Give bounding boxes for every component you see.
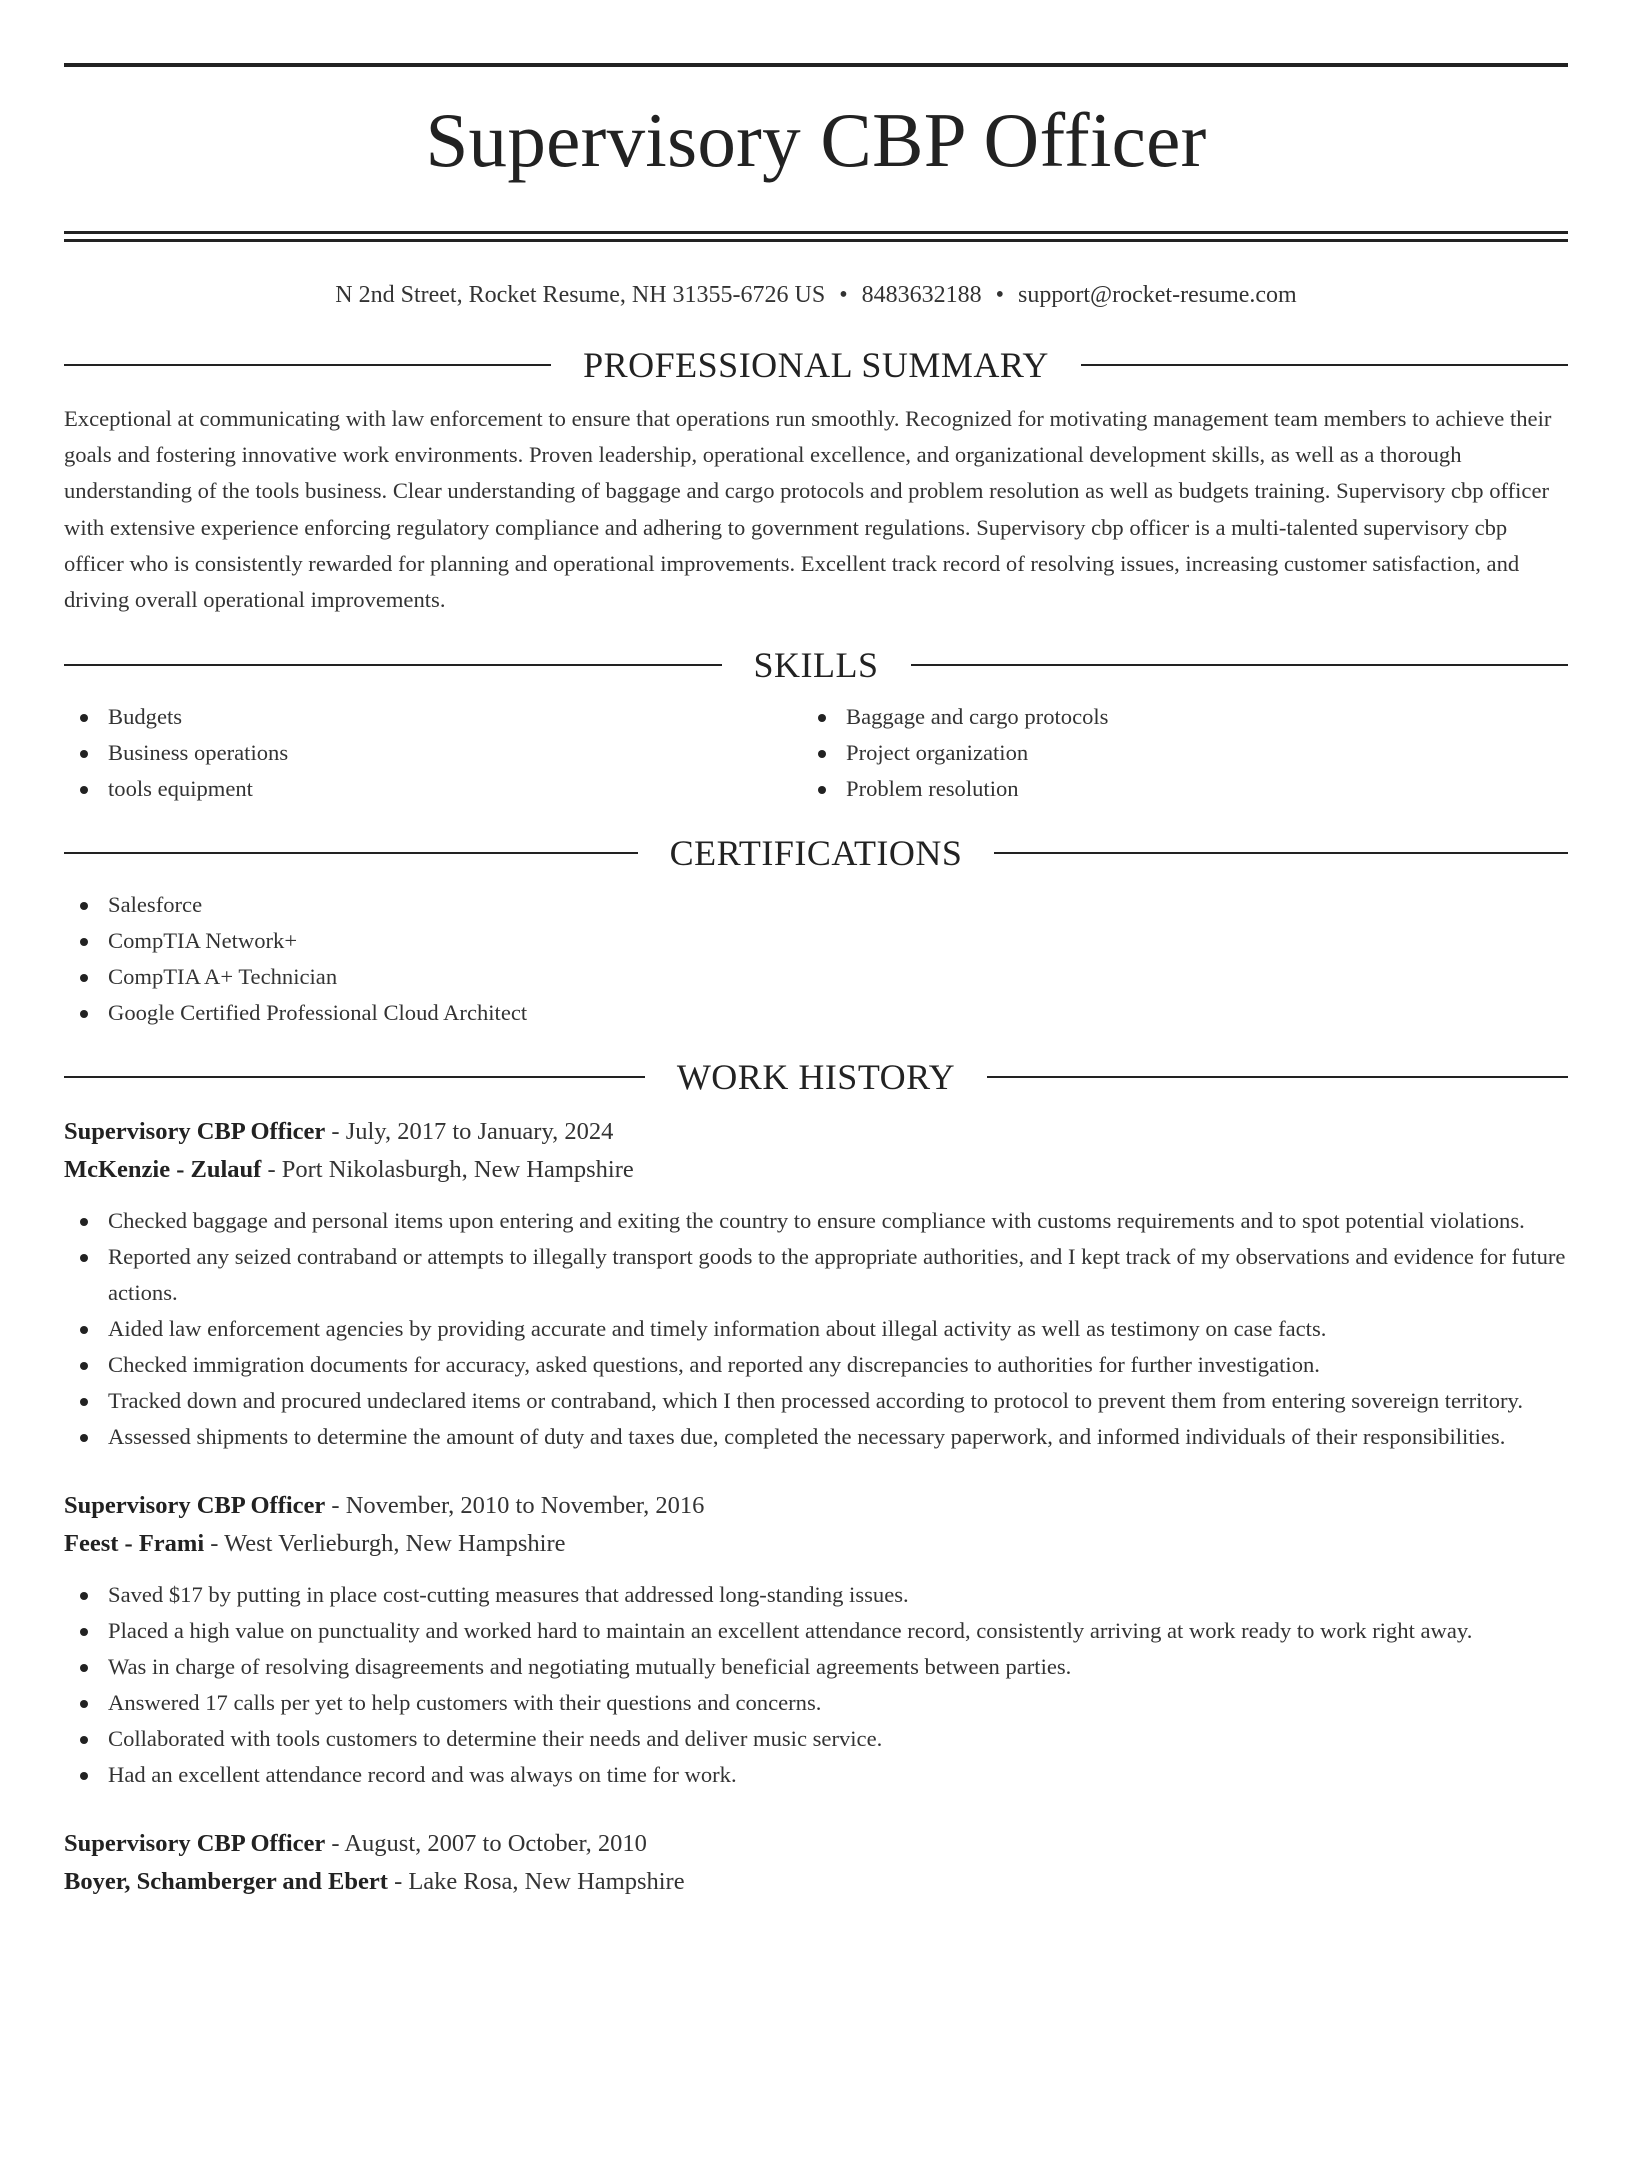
- job-bullet: Answered 17 calls per yet to help customers with their questions and concerns.: [64, 1685, 1568, 1721]
- work-history-section-heading: [64, 1053, 1568, 1101]
- job-title-line: [64, 1113, 1568, 1151]
- divider: [64, 364, 551, 366]
- job-bullet: Checked immigration documents for accuracy, asked questions, and reported any discrepancies to authorities for further investigation.: [64, 1347, 1568, 1383]
- job-title-line: [64, 1825, 1568, 1863]
- skills-grid: [64, 699, 1568, 807]
- job-bullets: [64, 1203, 1568, 1455]
- divider: [64, 852, 638, 854]
- contact-line: [64, 275, 1568, 315]
- job-bullet: Tracked down and procured undeclared items or contraband, which I then processed according to protocol to prevent them from entering sovereign territory.: [64, 1383, 1568, 1419]
- job-location: - Lake Rosa, New Hampshire: [387, 1867, 685, 1895]
- job-company: McKenzie - Zulauf: [64, 1155, 262, 1183]
- job-title: Supervisory CBP Officer: [64, 1829, 326, 1857]
- divider: [987, 1076, 1568, 1078]
- resume-title: Supervisory CBP Officer: [425, 97, 1207, 183]
- job-bullet: Collaborated with tools customers to determine their needs and deliver music service.: [64, 1721, 1568, 1757]
- job-dates: - August, 2007 to October, 2010: [325, 1829, 647, 1857]
- skills-list-left: [64, 699, 816, 807]
- contact-address: N 2nd Street, Rocket Resume, NH 31355-6726 US: [335, 282, 826, 308]
- job-bullet: Assessed shipments to determine the amount of duty and taxes due, completed the necessary paperwork, and informed individuals of their responsibilities.: [64, 1419, 1568, 1455]
- certifications-section-heading: [64, 829, 1568, 877]
- job-bullet: Reported any seized contraband or attempts to illegally transport goods to the appropriate authorities, and I kept track of my observations and evidence for future actions.: [64, 1239, 1568, 1311]
- certification-item: Google Certified Professional Cloud Architect: [64, 995, 1568, 1031]
- job-company-line: [64, 1525, 1568, 1563]
- job-title-line: [64, 1487, 1568, 1525]
- job-bullet: Saved $17 by putting in place cost-cutting measures that addressed long-standing issues.: [64, 1577, 1568, 1613]
- contact-separator: •: [839, 282, 848, 308]
- divider: [64, 664, 722, 666]
- job-company: Boyer, Schamberger and Ebert: [64, 1867, 388, 1895]
- skills-list-right: [802, 699, 1554, 807]
- job-entry: [64, 1113, 1568, 1455]
- title-double-rule: [64, 231, 1568, 242]
- job-company-line: [64, 1151, 1568, 1189]
- top-rule: [64, 63, 1568, 67]
- skill-item: tools equipment: [64, 771, 816, 807]
- professional-summary: Exceptional at communicating with law enforcement to ensure that operations run smoothly. Recognized for motivating management team members to achieve their goals and fostering innovative work environments. Proven leadership, operational excellence, and organizational development skills, as well as a thorough understanding of the tools business. Clear understanding of baggage and cargo protocols and problem resolution as well as budgets training. Supervisory cbp officer with extensive experience enforcing regulatory compliance and adhering to government regulations. Supervisory cbp officer is a multi-talented supervisory cbp officer who is consistently rewarded for planning and operational improvements. Excellent track record of resolving issues, increasing customer satisfaction, and driving overall operational improvements.: [64, 406, 1552, 613]
- section-title-summary: PROFESSIONAL SUMMARY: [583, 345, 1049, 385]
- skill-item: Business operations: [64, 735, 816, 771]
- job-company: Feest - Frami: [64, 1529, 205, 1557]
- resume-page: [0, 63, 1632, 2175]
- job-entry: [64, 1487, 1568, 1793]
- certification-item: CompTIA A+ Technician: [64, 959, 1568, 995]
- contact-separator: •: [995, 282, 1005, 308]
- job-bullets: [64, 1577, 1568, 1793]
- job-title: Supervisory CBP Officer: [64, 1491, 326, 1519]
- job-location: - Port Nikolasburgh, New Hampshire: [261, 1155, 634, 1183]
- skill-item: Problem resolution: [802, 771, 1554, 807]
- job-bullet: Had an excellent attendance record and was always on time for work.: [64, 1757, 1568, 1793]
- job-bullet: Placed a high value on punctuality and worked hard to maintain an excellent attendance record, consistently arriving at work ready to work right away.: [64, 1613, 1568, 1649]
- job-dates: - November, 2010 to November, 2016: [325, 1491, 705, 1519]
- divider: [911, 664, 1569, 666]
- divider: [1081, 364, 1568, 366]
- certification-item: CompTIA Network+: [64, 923, 1568, 959]
- section-title-work-history: WORK HISTORY: [676, 1056, 956, 1097]
- certification-item: Salesforce: [64, 887, 1568, 923]
- job-entry: [64, 1825, 1568, 1901]
- job-title: Supervisory CBP Officer: [64, 1117, 326, 1145]
- divider: [64, 1076, 645, 1078]
- contact-email[interactable]: support@rocket-resume.com: [1018, 282, 1297, 308]
- job-bullet: Aided law enforcement agencies by providing accurate and timely information about illegal activity as well as testimony on case facts.: [64, 1311, 1568, 1347]
- skill-item: Baggage and cargo protocols: [802, 699, 1554, 735]
- skill-item: Project organization: [802, 735, 1554, 771]
- contact-phone[interactable]: 8483632188: [861, 282, 982, 308]
- job-bullet: Checked baggage and personal items upon entering and exiting the country to ensure compliance with customs requirements and to spot potential violations.: [64, 1203, 1568, 1239]
- skill-item: Budgets: [64, 699, 816, 735]
- divider: [994, 852, 1568, 854]
- certifications-list: [64, 887, 1568, 1031]
- section-title-skills: SKILLS: [753, 644, 879, 685]
- skills-section-heading: [64, 641, 1568, 689]
- job-company-line: [64, 1863, 1568, 1901]
- job-bullet: Was in charge of resolving disagreements and negotiating mutually beneficial agreements between parties.: [64, 1649, 1568, 1685]
- summary-section-heading: [64, 341, 1568, 389]
- job-dates: - July, 2017 to January, 2024: [325, 1117, 614, 1145]
- section-title-certifications: CERTIFICATIONS: [669, 832, 963, 873]
- job-location: - West Verlieburgh, New Hampshire: [204, 1529, 566, 1557]
